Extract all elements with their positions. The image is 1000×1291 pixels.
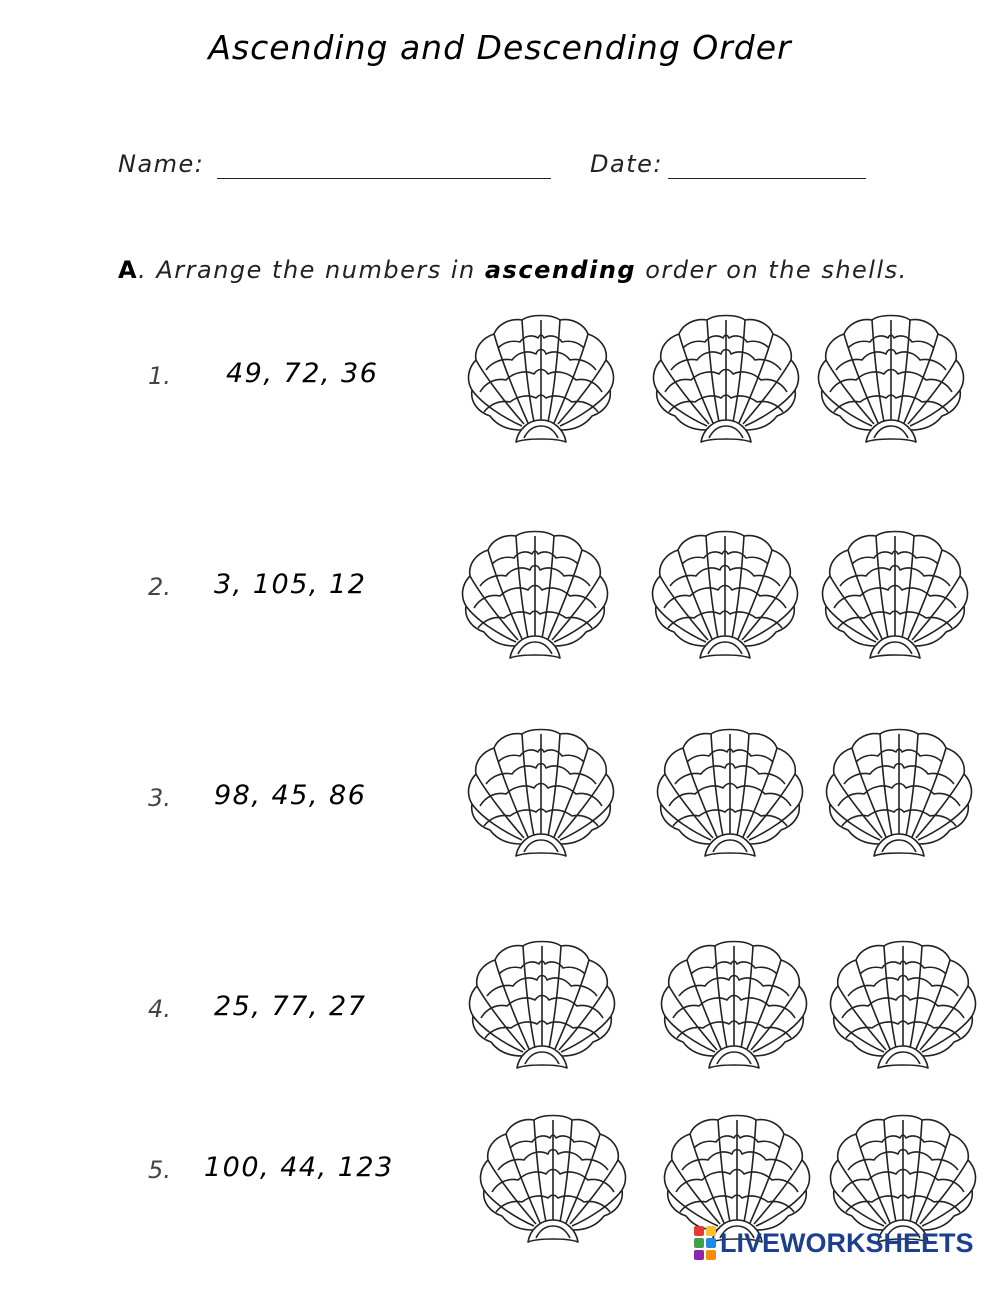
scallop-shell-icon[interactable] (816, 312, 966, 447)
question-number: 3. (148, 784, 171, 812)
question-number: 5. (148, 1156, 171, 1184)
scallop-shell-icon[interactable] (651, 312, 801, 447)
scallop-shell-icon[interactable] (466, 726, 616, 861)
date-line[interactable] (668, 178, 866, 179)
instruction-text-before: . Arrange the numbers in (138, 256, 485, 284)
question-values: 49, 72, 36 (226, 358, 379, 389)
scallop-shell-icon[interactable] (466, 312, 616, 447)
liveworksheets-logo (694, 1226, 974, 1260)
scallop-shell-icon[interactable] (820, 528, 970, 663)
scallop-shell-icon[interactable] (478, 1112, 628, 1247)
logo-blocks-icon (694, 1226, 716, 1260)
question-values: 100, 44, 123 (204, 1152, 394, 1183)
instruction-text-after: order on the shells. (636, 256, 908, 284)
page-title: Ascending and Descending Order (208, 28, 792, 67)
question-values: 25, 77, 27 (214, 991, 367, 1022)
scallop-shell-icon[interactable] (828, 938, 978, 1073)
question-number: 1. (148, 362, 171, 390)
scallop-shell-icon[interactable] (659, 938, 809, 1073)
question-number: 4. (148, 995, 171, 1023)
scallop-shell-icon[interactable] (467, 938, 617, 1073)
scallop-shell-icon[interactable] (460, 528, 610, 663)
section-letter: A (118, 256, 139, 284)
question-values: 3, 105, 12 (214, 569, 367, 600)
date-label: Date: (590, 150, 663, 178)
instruction-keyword: ascending (484, 256, 637, 284)
name-label: Name: (118, 150, 205, 178)
question-number: 2. (148, 573, 171, 601)
scallop-shell-icon[interactable] (650, 528, 800, 663)
scallop-shell-icon[interactable] (824, 726, 974, 861)
section-instruction (118, 256, 908, 284)
name-line[interactable] (217, 178, 551, 179)
logo-text: LIVEWORKSHEETS (720, 1227, 974, 1258)
scallop-shell-icon[interactable] (655, 726, 805, 861)
question-values: 98, 45, 86 (214, 780, 367, 811)
